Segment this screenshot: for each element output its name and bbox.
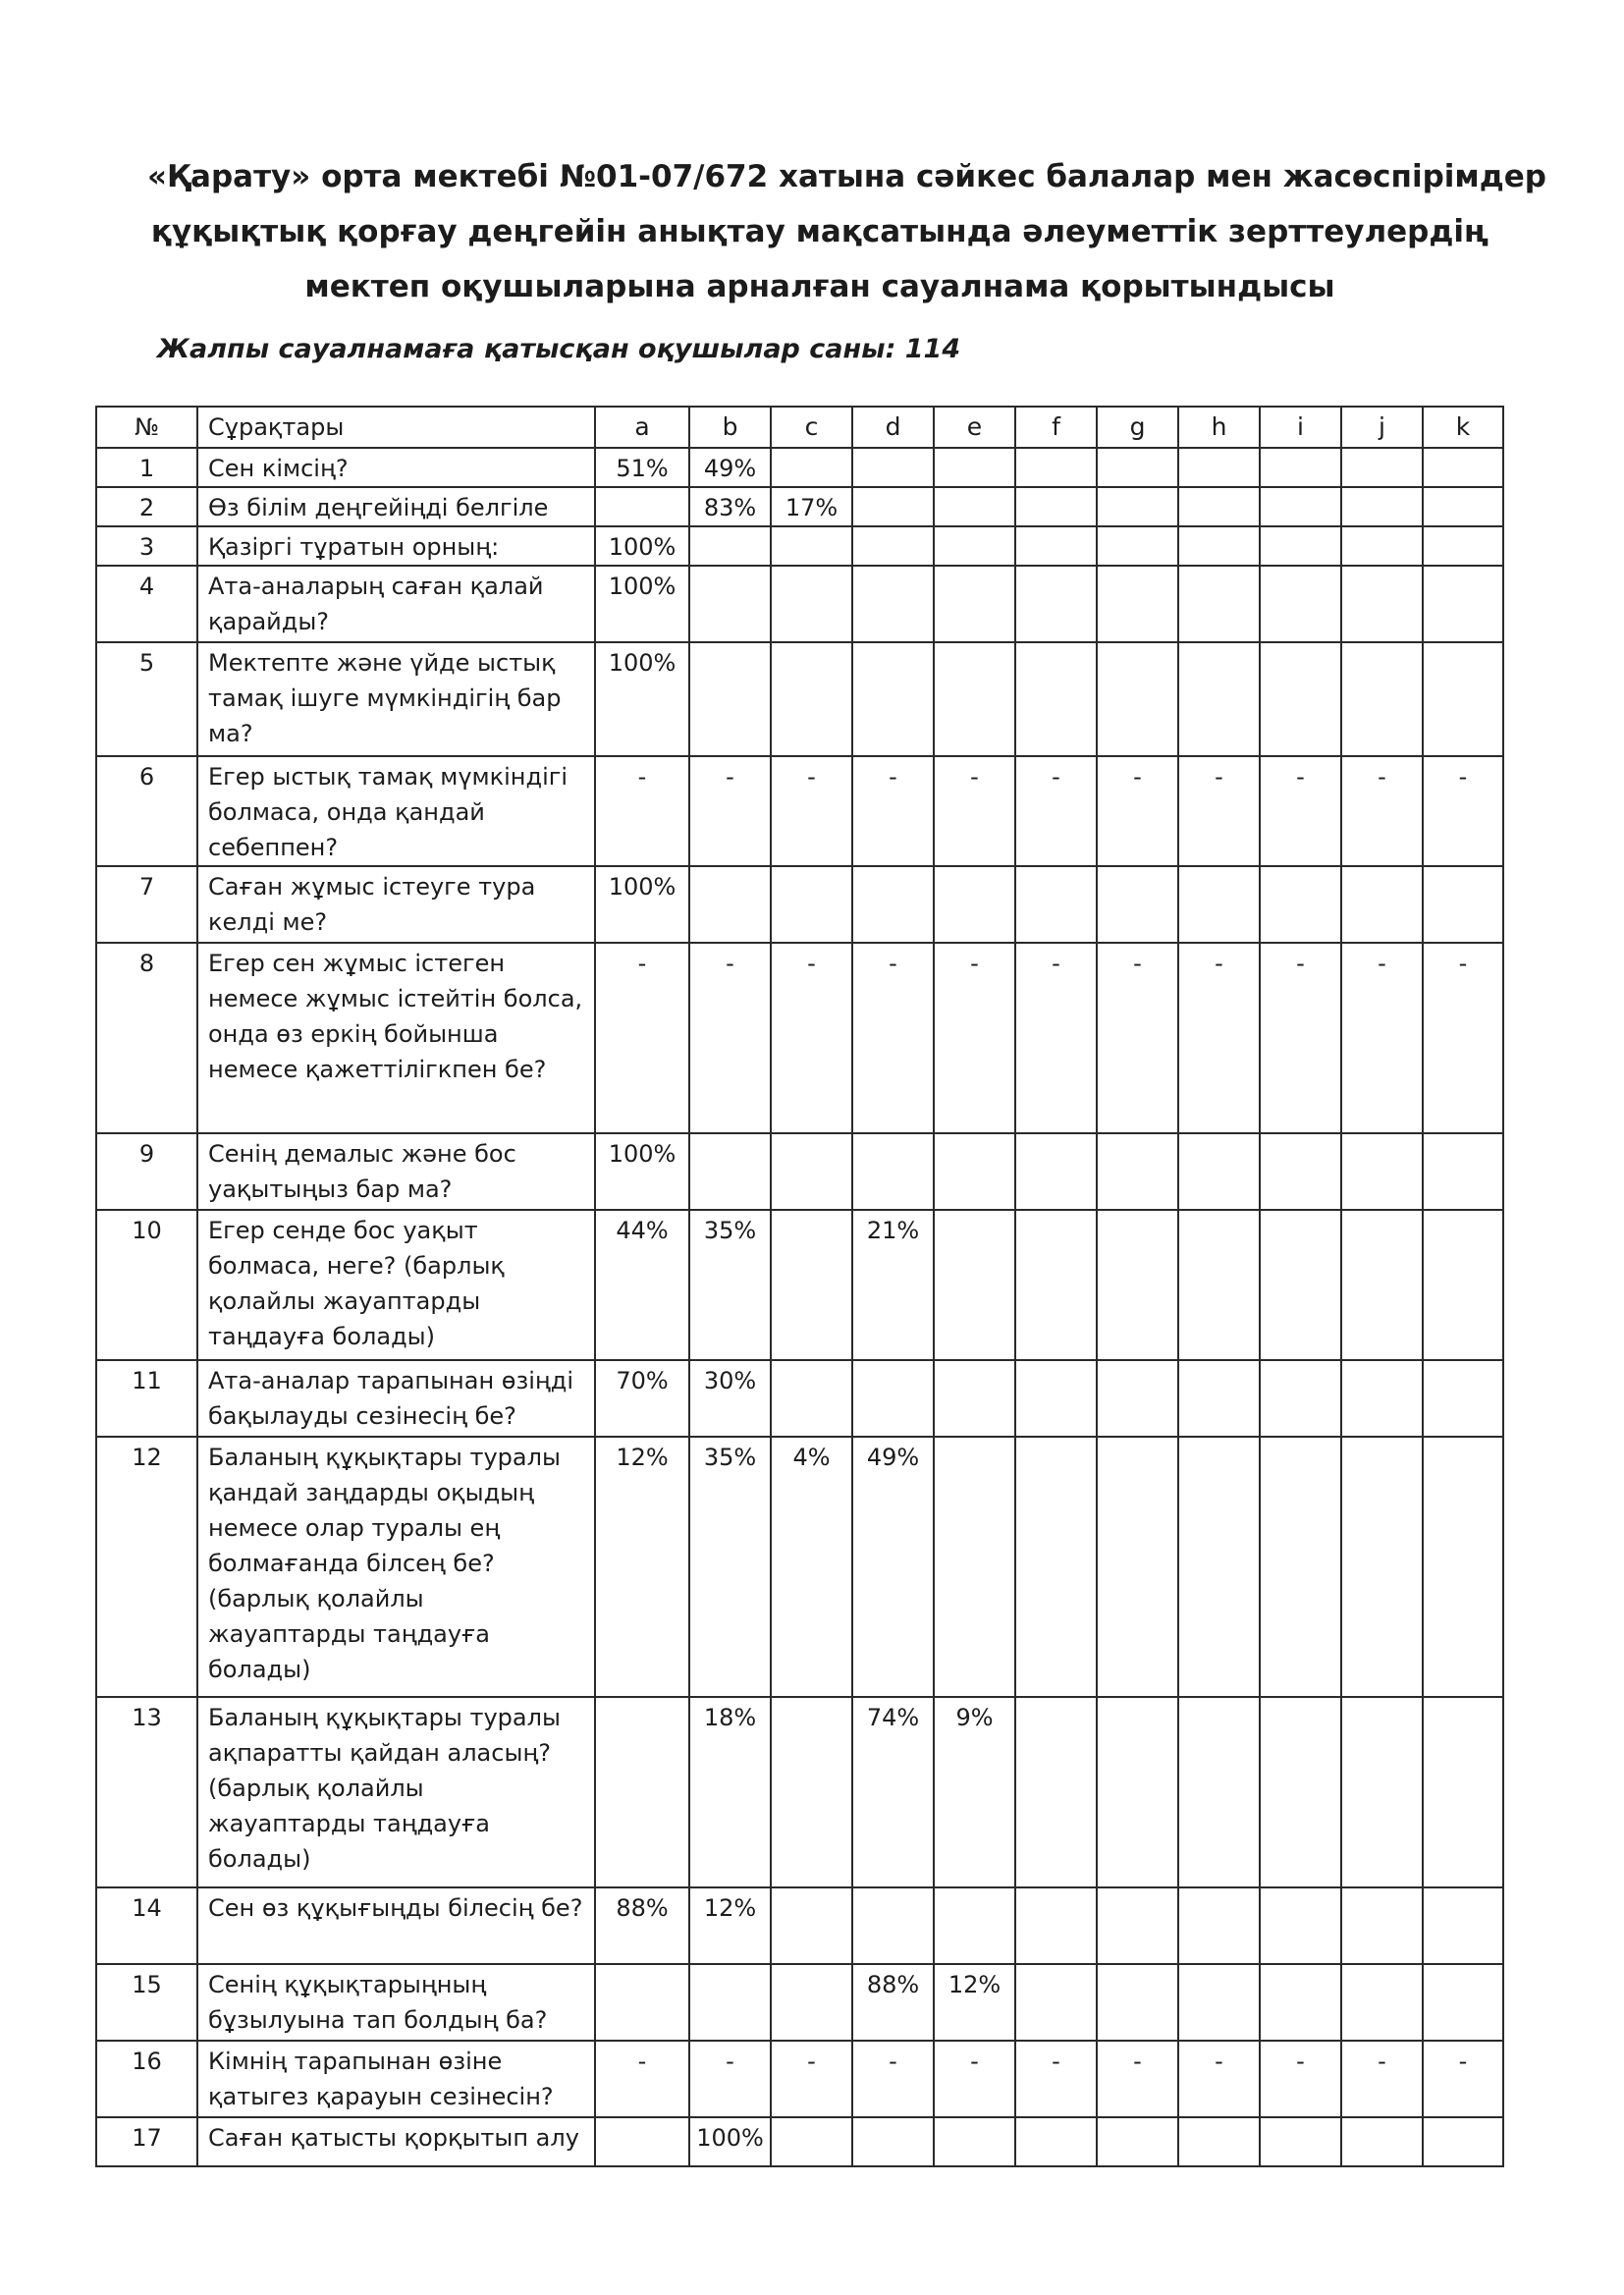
answer-cell [1097, 1437, 1178, 1697]
answer-cell [1341, 1887, 1423, 1964]
header-cell: Сұрақтары [197, 407, 595, 448]
header-cell: g [1097, 407, 1178, 448]
row-number: 10 [96, 1210, 197, 1360]
answer-cell: - [595, 2041, 689, 2117]
answer-cell [1341, 487, 1423, 526]
answer-cell: - [1341, 943, 1423, 1133]
answer-cell [689, 526, 771, 566]
answer-cell [1178, 1360, 1260, 1437]
answer-cell [1423, 642, 1503, 756]
answer-cell [1341, 642, 1423, 756]
answer-cell [1423, 2117, 1503, 2166]
table-row [96, 526, 1503, 566]
table-row [96, 943, 1503, 1133]
row-number: 2 [96, 487, 197, 526]
answer-cell [1423, 1210, 1503, 1360]
answer-cell: 12% [689, 1887, 771, 1964]
answer-cell [771, 1133, 852, 1210]
question-cell: Сен өз құқығыңды білесің бе? [197, 1887, 595, 1964]
answer-cell [1015, 642, 1097, 756]
answer-cell [934, 566, 1015, 642]
row-number: 5 [96, 642, 197, 756]
answer-cell [689, 642, 771, 756]
answer-cell [1097, 526, 1178, 566]
answer-cell [934, 1887, 1015, 1964]
answer-cell [852, 526, 934, 566]
answer-cell [595, 2117, 689, 2166]
answer-cell [852, 487, 934, 526]
question-cell: Сенің құқықтарыңның бұзылуына тап болдың ба? [197, 1964, 595, 2041]
answer-cell: 100% [595, 866, 689, 943]
answer-cell [771, 1887, 852, 1964]
answer-cell [852, 1887, 934, 1964]
answer-cell [1015, 1964, 1097, 2041]
answer-cell [1423, 1887, 1503, 1964]
respondent-count: Жалпы сауалнамаға қатысқан оқушылар саны: 114 [157, 334, 961, 364]
header-cell: i [1260, 407, 1341, 448]
answer-cell [689, 866, 771, 943]
answer-cell [934, 487, 1015, 526]
answer-cell: - [771, 2041, 852, 2117]
question-cell: Өз білім деңгейіңді белгіле [197, 487, 595, 526]
answer-cell: 70% [595, 1360, 689, 1437]
answer-cell [1260, 566, 1341, 642]
answer-cell [771, 566, 852, 642]
row-number: 12 [96, 1437, 197, 1697]
answer-cell [1178, 1697, 1260, 1887]
answer-cell [1097, 1964, 1178, 2041]
table-row [96, 1964, 1503, 2041]
answer-cell: - [595, 756, 689, 866]
header-cell: j [1341, 407, 1423, 448]
answer-cell [1097, 1360, 1178, 1437]
answer-cell [1260, 1210, 1341, 1360]
answer-cell [1341, 1697, 1423, 1887]
answer-cell [934, 1210, 1015, 1360]
answer-cell [934, 1360, 1015, 1437]
answer-cell [1097, 448, 1178, 487]
answer-cell: 49% [689, 448, 771, 487]
answer-cell: - [1097, 756, 1178, 866]
answer-cell: - [1015, 756, 1097, 866]
answer-cell [771, 1210, 852, 1360]
row-number: 8 [96, 943, 197, 1133]
answer-cell [1015, 866, 1097, 943]
answer-cell: - [1097, 943, 1178, 1133]
answer-cell [1341, 566, 1423, 642]
table-row [96, 487, 1503, 526]
answer-cell: 100% [595, 526, 689, 566]
answer-cell [1260, 2117, 1341, 2166]
row-number: 7 [96, 866, 197, 943]
answer-cell [1097, 1887, 1178, 1964]
header-cell: h [1178, 407, 1260, 448]
answer-cell [771, 642, 852, 756]
answer-cell: - [934, 2041, 1015, 2117]
answer-cell: - [771, 756, 852, 866]
answer-cell [689, 1964, 771, 2041]
answer-cell [1260, 866, 1341, 943]
answer-cell [1097, 566, 1178, 642]
table-row [96, 2041, 1503, 2117]
answer-cell [1423, 487, 1503, 526]
answer-cell [1260, 1133, 1341, 1210]
answer-cell [852, 866, 934, 943]
answer-cell [1178, 1210, 1260, 1360]
answer-cell [1097, 2117, 1178, 2166]
answer-cell [771, 448, 852, 487]
answer-cell [689, 1133, 771, 1210]
answer-cell [852, 1133, 934, 1210]
answer-cell: - [852, 2041, 934, 2117]
answer-cell [1015, 1887, 1097, 1964]
answer-cell: - [1423, 2041, 1503, 2117]
answer-cell: - [689, 2041, 771, 2117]
answer-cell [771, 1360, 852, 1437]
question-cell: Кімнің тарапынан өзіне қатыгез қарауын сезінесін? [197, 2041, 595, 2117]
answer-cell: 100% [595, 1133, 689, 1210]
question-cell: Саған қатысты қорқытып алу [197, 2117, 595, 2166]
answer-cell [1097, 1697, 1178, 1887]
header-cell: c [771, 407, 852, 448]
answer-cell: - [1178, 943, 1260, 1133]
table-row [96, 756, 1503, 866]
answer-cell: - [934, 756, 1015, 866]
table-header-row [96, 407, 1503, 448]
answer-cell [934, 2117, 1015, 2166]
answer-cell: - [852, 756, 934, 866]
table-row [96, 448, 1503, 487]
table-row [96, 2117, 1503, 2166]
row-number: 15 [96, 1964, 197, 2041]
title-line-2: құқықтық қорғау деңгейін анықтау мақсатында әлеуметтік зерттеулердің [150, 214, 1489, 249]
table-row [96, 1887, 1503, 1964]
table-row [96, 1437, 1503, 1697]
title-line-3: мектеп оқушыларына арналған сауалнама қорытындысы [304, 269, 1335, 304]
answer-cell: 12% [595, 1437, 689, 1697]
answer-cell [1097, 1210, 1178, 1360]
answer-cell [1178, 566, 1260, 642]
answer-cell [771, 866, 852, 943]
answer-cell [1178, 526, 1260, 566]
answer-cell [1097, 642, 1178, 756]
answer-cell [1178, 2117, 1260, 2166]
answer-cell [771, 1697, 852, 1887]
answer-cell [595, 1697, 689, 1887]
answer-cell: 4% [771, 1437, 852, 1697]
question-cell: Егер сен жұмыс істеген немесе жұмыс істейтін болса, онда өз еркің бойынша немесе қажеттілігкпен бе? [197, 943, 595, 1133]
answer-cell: 100% [689, 2117, 771, 2166]
answer-cell: 30% [689, 1360, 771, 1437]
answer-cell [1341, 526, 1423, 566]
answer-cell: 21% [852, 1210, 934, 1360]
answer-cell: - [1423, 943, 1503, 1133]
question-cell: Ата-аналарың саған қалай қарайды? [197, 566, 595, 642]
answer-cell: - [689, 756, 771, 866]
row-number: 13 [96, 1697, 197, 1887]
row-number: 14 [96, 1887, 197, 1964]
answer-cell [852, 2117, 934, 2166]
survey-results-table [95, 406, 1504, 2167]
answer-cell [1178, 866, 1260, 943]
table-row [96, 1697, 1503, 1887]
answer-cell [1423, 526, 1503, 566]
answer-cell [1178, 1437, 1260, 1697]
answer-cell [1341, 1133, 1423, 1210]
header-cell: d [852, 407, 934, 448]
answer-cell: - [934, 943, 1015, 1133]
table-row [96, 1133, 1503, 1210]
row-number: 16 [96, 2041, 197, 2117]
answer-cell [1423, 1964, 1503, 2041]
answer-cell [1015, 1360, 1097, 1437]
answer-cell [852, 566, 934, 642]
answer-cell: 44% [595, 1210, 689, 1360]
answer-cell: - [1015, 943, 1097, 1133]
answer-cell [1015, 1697, 1097, 1887]
question-cell: Баланың құқықтары туралы ақпаратты қайдан аласың? (барлық қолайлы жауаптарды таңдауға болады) [197, 1697, 595, 1887]
answer-cell: - [1178, 756, 1260, 866]
table-row [96, 866, 1503, 943]
answer-cell [1260, 642, 1341, 756]
answer-cell: 88% [595, 1887, 689, 1964]
answer-cell [1260, 1697, 1341, 1887]
answer-cell: 83% [689, 487, 771, 526]
answer-cell: - [1423, 756, 1503, 866]
answer-cell [1423, 566, 1503, 642]
answer-cell: 100% [595, 566, 689, 642]
answer-cell [1015, 448, 1097, 487]
document-title [147, 149, 1547, 314]
answer-cell [1260, 448, 1341, 487]
answer-cell: - [1260, 756, 1341, 866]
answer-cell: 88% [852, 1964, 934, 2041]
header-cell: № [96, 407, 197, 448]
answer-cell [1178, 1887, 1260, 1964]
answer-cell: 17% [771, 487, 852, 526]
answer-cell [1341, 2117, 1423, 2166]
answer-cell [934, 1437, 1015, 1697]
answer-cell [1341, 448, 1423, 487]
row-number: 6 [96, 756, 197, 866]
answer-cell: 35% [689, 1437, 771, 1697]
answer-cell [1260, 1887, 1341, 1964]
table-row [96, 642, 1503, 756]
answer-cell [1341, 1360, 1423, 1437]
row-number: 11 [96, 1360, 197, 1437]
table-row [96, 1210, 1503, 1360]
answer-cell [1178, 1133, 1260, 1210]
answer-cell: - [852, 943, 934, 1133]
answer-cell [771, 2117, 852, 2166]
answer-cell [1260, 1437, 1341, 1697]
answer-cell [1260, 1964, 1341, 2041]
header-cell: e [934, 407, 1015, 448]
answer-cell [1260, 487, 1341, 526]
answer-cell: 18% [689, 1697, 771, 1887]
answer-cell: 9% [934, 1697, 1015, 1887]
answer-cell [1178, 1964, 1260, 2041]
question-cell: Ата-аналар тарапынан өзіңді бақылауды сезінесің бе? [197, 1360, 595, 1437]
answer-cell [1097, 866, 1178, 943]
question-cell: Саған жұмыс істеуге тура келді ме? [197, 866, 595, 943]
answer-cell [1423, 1360, 1503, 1437]
answer-cell [1423, 448, 1503, 487]
answer-cell [1341, 1210, 1423, 1360]
answer-cell [1341, 1964, 1423, 2041]
answer-cell [1423, 1437, 1503, 1697]
answer-cell: - [595, 943, 689, 1133]
answer-cell [1015, 566, 1097, 642]
answer-cell [595, 1964, 689, 2041]
answer-cell [1341, 1437, 1423, 1697]
answer-cell [1178, 642, 1260, 756]
answer-cell [1178, 487, 1260, 526]
answer-cell [934, 1133, 1015, 1210]
answer-cell [1423, 866, 1503, 943]
answer-cell [1260, 1360, 1341, 1437]
question-cell: Егер ыстық тамақ мүмкіндігі болмаса, онда қандай себеппен? [197, 756, 595, 866]
answer-cell: 12% [934, 1964, 1015, 2041]
row-number: 1 [96, 448, 197, 487]
answer-cell: 51% [595, 448, 689, 487]
answer-cell [934, 642, 1015, 756]
answer-cell [1015, 1133, 1097, 1210]
row-number: 4 [96, 566, 197, 642]
question-cell: Егер сенде бос уақыт болмаса, неге? (барлық қолайлы жауаптарды таңдауға болады) [197, 1210, 595, 1360]
answer-cell: 74% [852, 1697, 934, 1887]
answer-cell: - [1097, 2041, 1178, 2117]
answer-cell [1015, 487, 1097, 526]
answer-cell [1015, 526, 1097, 566]
answer-cell [934, 526, 1015, 566]
answer-cell: - [1260, 943, 1341, 1133]
table-row [96, 566, 1503, 642]
answer-cell: 35% [689, 1210, 771, 1360]
answer-cell [771, 1964, 852, 2041]
header-cell: a [595, 407, 689, 448]
title-line-1: «Қарату» орта мектебі №01-07/672 хатына сәйкес балалар мен жасөспірімдер [147, 159, 1547, 194]
answer-cell [595, 487, 689, 526]
question-cell: Мектепте және үйде ыстық тамақ ішуге мүмкіндігің бар ма? [197, 642, 595, 756]
answer-cell: - [1178, 2041, 1260, 2117]
answer-cell: - [1260, 2041, 1341, 2117]
answer-cell [689, 566, 771, 642]
answer-cell [852, 642, 934, 756]
answer-cell: 49% [852, 1437, 934, 1697]
header-cell: b [689, 407, 771, 448]
answer-cell [852, 448, 934, 487]
answer-cell [1015, 2117, 1097, 2166]
header-cell: k [1423, 407, 1503, 448]
answer-cell: - [1015, 2041, 1097, 2117]
question-cell: Сен кімсің? [197, 448, 595, 487]
answer-cell: 100% [595, 642, 689, 756]
answer-cell: - [689, 943, 771, 1133]
answer-cell [771, 526, 852, 566]
header-cell: f [1015, 407, 1097, 448]
answer-cell [1423, 1133, 1503, 1210]
answer-cell: - [1341, 2041, 1423, 2117]
answer-cell [1097, 487, 1178, 526]
row-number: 3 [96, 526, 197, 566]
answer-cell [1423, 1697, 1503, 1887]
question-cell: Баланың құқықтары туралы қандай заңдарды оқыдың немесе олар туралы ең болмағанда білсең бе? (барлық қолайлы жауаптарды таңдауға болады) [197, 1437, 595, 1697]
answer-cell [934, 448, 1015, 487]
answer-cell [1341, 866, 1423, 943]
row-number: 9 [96, 1133, 197, 1210]
answer-cell: - [1341, 756, 1423, 866]
answer-cell [1178, 448, 1260, 487]
question-cell: Сенің демалыс және бос уақытыңыз бар ма? [197, 1133, 595, 1210]
answer-cell [1015, 1437, 1097, 1697]
row-number: 17 [96, 2117, 197, 2166]
answer-cell [1015, 1210, 1097, 1360]
table-row [96, 1360, 1503, 1437]
answer-cell [934, 866, 1015, 943]
answer-cell [1097, 1133, 1178, 1210]
answer-cell [1260, 526, 1341, 566]
answer-cell [852, 1360, 934, 1437]
question-cell: Қазіргі тұратын орның: [197, 526, 595, 566]
answer-cell: - [771, 943, 852, 1133]
